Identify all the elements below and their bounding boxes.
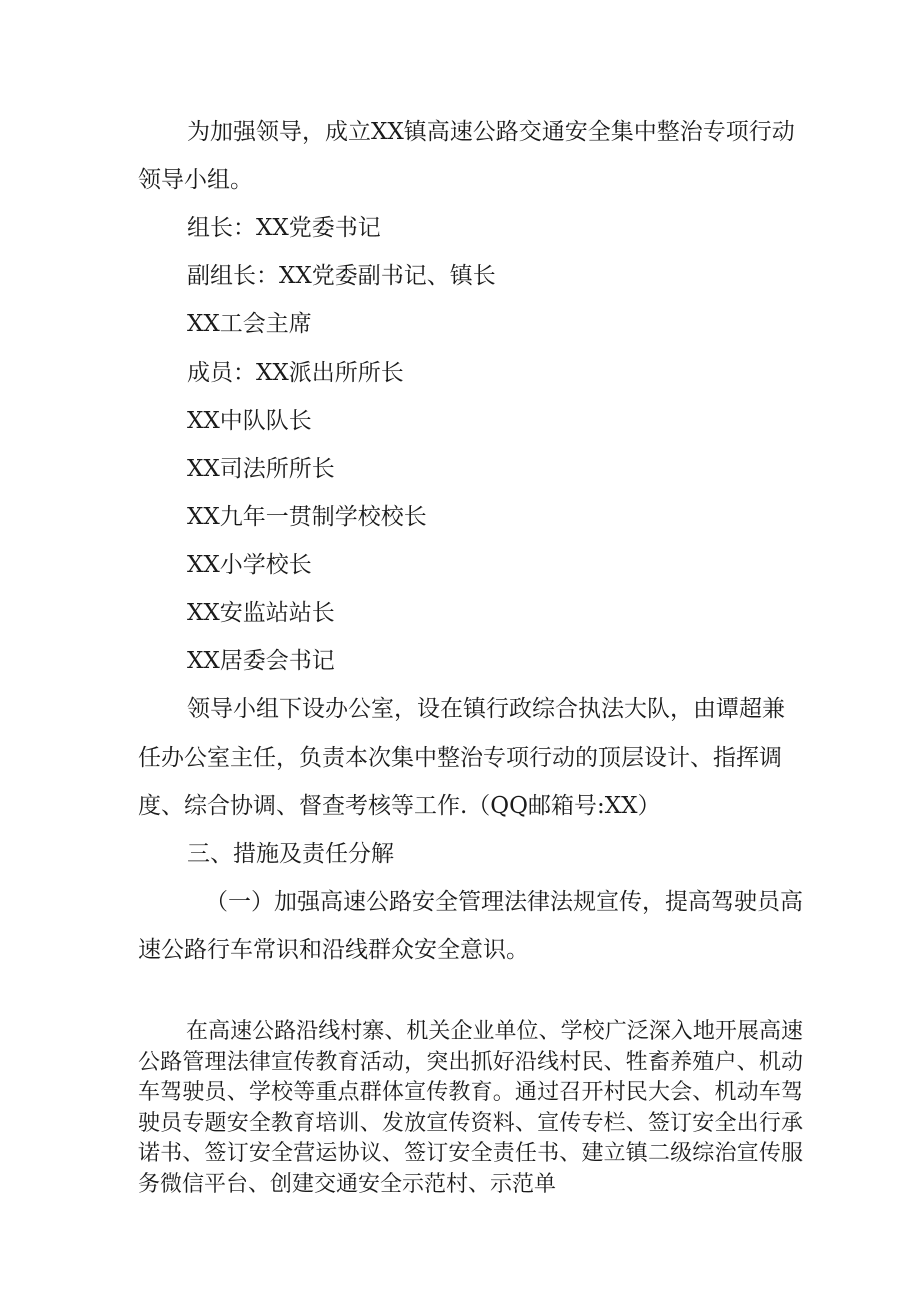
member-line: XX安监站站长 [187, 600, 335, 626]
member-line: XX小学校长 [187, 552, 312, 578]
paragraph-line: 领导小组。 [138, 167, 253, 193]
body-paragraph: 在高速公路沿线村寨、机关企业单位、学校广泛深入地开展高速公路管理法律宣传教育活动，突出抓好沿线村民、牲畜养殖户、机动车驾驶员、学校等重点群体宣传教育。通过召开村民大会、机动车驾驶员专题安全教育培训、发放宣传资料、宣传专栏、签订安全出行承诺书、签订安全营运协议、签订安全责任书、建立镇二级综治宣传服务微信平台、创建交通安全示范村、示范单 [138, 1019, 803, 1197]
section-heading: 三、措施及责任分解 [187, 841, 394, 867]
paragraph-line: 任办公室主任，负责本次集中整治专项行动的顶层设计、指挥调 [138, 745, 782, 771]
member-line: XX中队队长 [187, 408, 312, 434]
paragraph-line: 度、综合协调、督查考核等工作.（QQ邮箱号:XX） [138, 793, 661, 819]
member-line: XX居委会书记 [187, 648, 335, 674]
member-line: XX司法所所长 [187, 456, 335, 482]
leader-line: 组长：XX党委书记 [187, 215, 381, 241]
deputy-leader-line: XX工会主席 [187, 311, 312, 337]
paragraph-line: 为加强领导，成立XX镇高速公路交通安全集中整治专项行动 [187, 119, 795, 145]
member-line: 成员：XX派出所所长 [187, 360, 404, 386]
deputy-leader-line: 副组长：XX党委副书记、镇长 [187, 263, 496, 289]
subsection-heading: （一）加强高速公路安全管理法律法规宣传，提高驾驶员高 [205, 889, 803, 915]
paragraph-line: 领导小组下设办公室，设在镇行政综合执法大队，由谭超兼 [187, 696, 785, 722]
member-line: XX九年一贯制学校校长 [187, 504, 427, 530]
subsection-heading: 速公路行车常识和沿线群众安全意识。 [138, 937, 529, 963]
